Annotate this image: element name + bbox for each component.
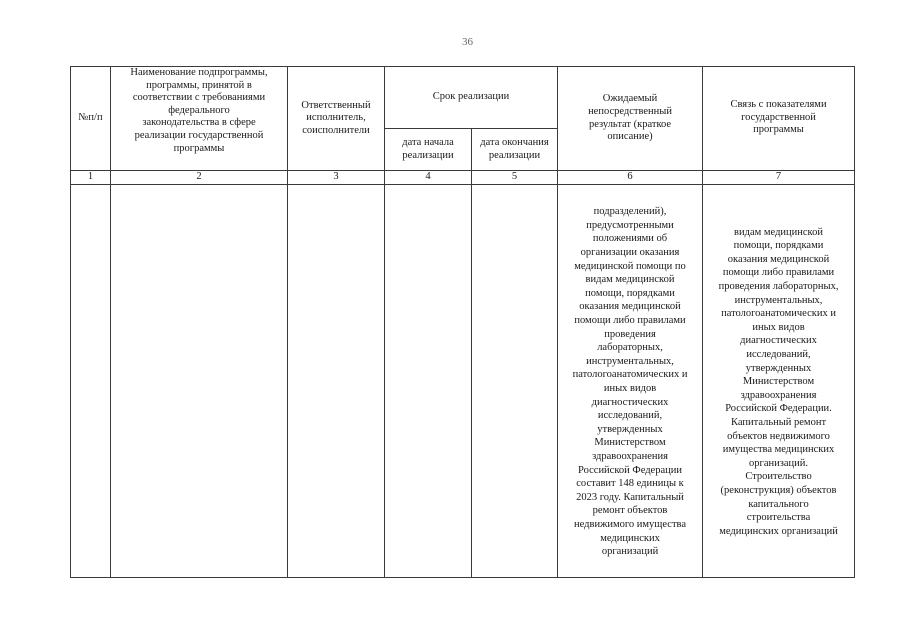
header-period-label: Срок реализации [432,91,510,103]
header-end [472,129,558,171]
cell-executor-text [288,380,384,382]
cell-start-text [385,380,471,382]
cell-executor [288,185,385,578]
header-period [385,67,558,129]
cell-end [472,185,558,578]
table-row [71,185,855,578]
cell-link-text: видам медицинской помощи, порядками оказания медицинской помощи либо правилами проведения лабораторных, инструментальных, патологоанатомических и иных видов диагностических исследований, утвержденных Министерством здравоохранения Российской Федерации. Капитальный ремонт объектов недвижимого имущества медицинских организаций. Строительство (реконструкция) объектов капитального строительства медицинских организаций [718,226,839,537]
column-number: 7 [703,171,855,185]
column-number: 4 [385,171,472,185]
cell-result [558,185,703,578]
header-executor [288,67,385,171]
cell-name-text [111,380,287,382]
header-name [111,67,288,171]
cell-name [111,185,288,578]
header-name-label: Наименование подпрограммы, программы, принятой в соответствии с требованиями федерального законодательства в сфере реализации государственной программы [130,67,268,154]
cell-num-text [71,380,110,382]
cell-link [703,185,855,578]
column-number: 2 [111,171,288,185]
column-number: 1 [71,171,111,185]
header-start [385,129,472,171]
header-link [703,67,855,171]
header-num [71,67,111,171]
header-num-label: №п/п [78,112,103,124]
header-executor-label: Ответственный исполнитель, соисполнители [301,99,371,136]
page-number: 36 [462,36,473,48]
column-number: 3 [288,171,385,185]
header-link-label: Связь с показателями государственной программы [730,99,827,136]
cell-result-text: подразделений), предусмотренными положениями об организации оказания медицинской помощи по видам медицинской помощи, порядками оказания медицинской помощи либо правилами проведения лабораторных, инструментальных, патологоанатомических и иных видов диагностических исследований, утвержденных Министерством здравоохранения Российской Федерации составит 148 единицы к 2023 году. Капитальный ремонт объектов недвижимого имущества медицинских организаций [572,206,688,558]
header-result-label: Ожидаемый непосредственный результат (краткое описание) [588,93,672,143]
cell-num [71,185,111,578]
cell-start [385,185,472,578]
column-number: 6 [558,171,703,185]
cell-end-text [472,380,557,382]
column-number: 5 [472,171,558,185]
header-end-label: дата окончания реализации [480,136,549,161]
header-row-top [71,67,855,129]
program-table [70,66,855,578]
column-number-row [71,171,855,185]
header-result [558,67,703,171]
header-start-label: дата начала реализации [402,136,454,161]
